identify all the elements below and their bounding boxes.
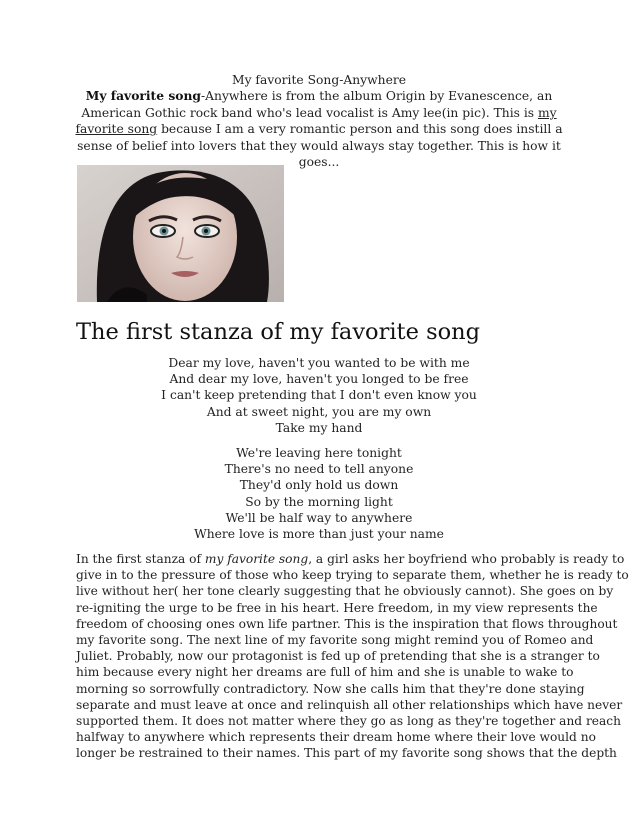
lyric-line: They'd only hold us down: [239, 478, 399, 493]
stanza-two: [70, 445, 568, 542]
lyric-line: I can't keep pretending that I don't even know you: [161, 388, 477, 403]
intro-text-1: -Anywhere is from the album Origin by Evanescence, an American Gothic rock band who's lead vocalist is Amy lee(in pic). This is: [81, 89, 553, 120]
body-line: longer be restrained to their names. This part of my favorite song shows that the depth: [76, 746, 617, 761]
document-title: My favorite Song-Anywhere: [231, 73, 407, 87]
body-line: live without her( her tone clearly suggesting that he obviously cannot). She goes on by: [76, 584, 614, 599]
body-line: morning so sorrowfully contradictory. Now she calls him that they're done staying: [76, 681, 585, 696]
lyric-line: And at sweet night, you are my own: [206, 404, 432, 419]
lyric-line: So by the morning light: [245, 494, 393, 509]
bold-lead: My favorite song: [85, 88, 201, 104]
lyric-line: Dear my love, haven't you wanted to be with me: [168, 356, 470, 370]
section-heading: The first stanza of my favorite song: [76, 319, 481, 345]
body-paragraph: [76, 551, 629, 762]
singer-photo: [77, 165, 284, 302]
lyric-line: Take my hand: [275, 420, 363, 435]
body-line: supported them. It does not matter where they go as long as they're together and reach: [76, 714, 621, 729]
body-line-first: In the first stanza of my favorite song, a girl asks her boyfriend who probably is ready to: [76, 552, 625, 566]
intro-text-2: because I am a very romantic person and this song does instill a sense of belief into lovers that they would always stay together. This is how it goes...: [77, 122, 563, 170]
lyric-line: There's no need to tell anyone: [224, 462, 414, 477]
body-line: halfway to anywhere which represents their dream home where their love would no: [76, 730, 596, 745]
lyric-line: We're leaving here tonight: [236, 446, 402, 460]
portrait-image: [77, 165, 284, 302]
lyric-line: And dear my love, haven't you longed to be free: [169, 372, 469, 387]
body-line: separate and must leave at once and relinquish all other relationships which have never: [76, 697, 623, 712]
stanza-one: [70, 355, 568, 436]
body-line: Juliet. Probably, now our protagonist is fed up of pretending that she is a stranger to: [76, 649, 600, 664]
intro-paragraph: [70, 72, 568, 170]
lyric-line: Where love is more than just your name: [194, 527, 444, 542]
body-line: my favorite song. The next line of my favorite song might remind you of Romeo and: [76, 633, 594, 648]
body-line: give in to the pressure of those who keep trying to separate them, whether he is ready to: [76, 568, 629, 583]
body-line: him because every night her dreams are full of him and she is unable to wake to: [76, 665, 574, 680]
favorite-song-link[interactable]: my favorite song: [75, 105, 557, 137]
body-line: freedom of choosing ones own life partner. This is the inspiration that flows throughout: [76, 616, 618, 631]
body-line: re-igniting the urge to be free in his heart. Here freedom, in my view represents the: [76, 600, 598, 615]
lyric-line: We'll be half way to anywhere: [225, 510, 413, 525]
